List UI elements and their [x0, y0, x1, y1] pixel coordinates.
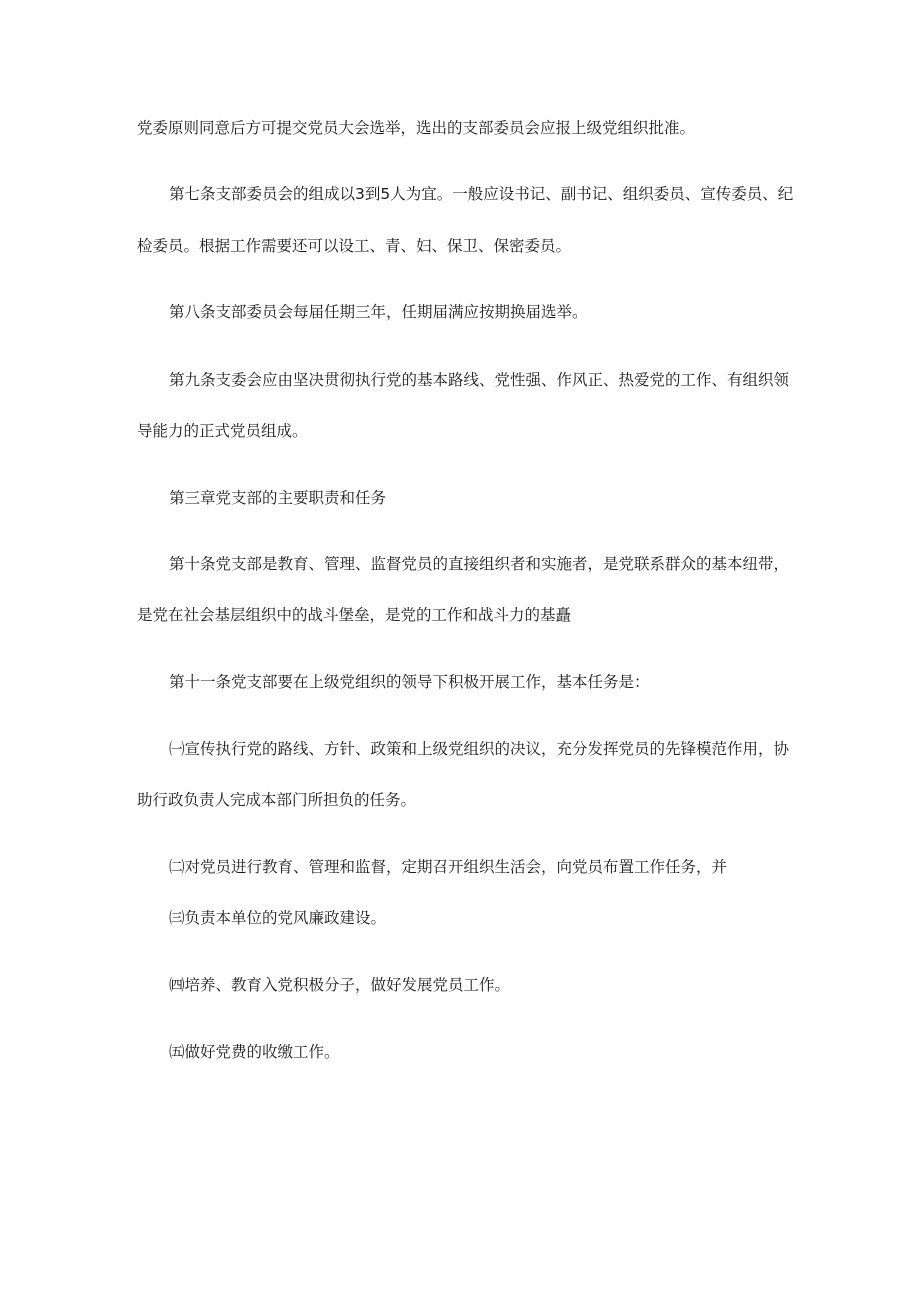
- article-8-line: 第八条支部委员会每届任期三年，任期届满应按期换届选举。: [169, 303, 588, 321]
- article-11-line: 第十一条党支部要在上级党组织的领导下积极开展工作，基本任务是：: [169, 673, 650, 691]
- paragraph-line-1: 党委原则同意后方可提交党员大会选举，选出的支部委员会应报上级党组织批准。: [137, 119, 696, 137]
- task-3-line: ㈢负责本单位的党风廉政建设。: [169, 909, 387, 927]
- article-9-line-1: 第九条支委会应由坚决贯彻执行党的基本路线、党性强、作风正、热爱党的工作、有组织领: [169, 371, 790, 389]
- article-7-line-2: 检委员。根据工作需要还可以设工、青、妇、保卫、保密委员。: [137, 237, 572, 255]
- task-2-line: ㈡对党员进行教育、管理和监督，定期召开组织生活会，向党员布置工作任务，并: [169, 858, 728, 876]
- article-7-line-1: 第七条支部委员会的组成以3到5人为宜。一般应设书记、副书记、组织委员、宣传委员、纪: [169, 185, 794, 203]
- chapter-3-heading: 第三章党支部的主要职责和任务: [169, 489, 387, 507]
- article-10-line-2: 是党在社会基层组织中的战斗堡垒，是党的工作和战斗力的基矗: [137, 606, 572, 624]
- task-1-line-1: ㈠宣传执行党的路线、方针、政策和上级党组织的决议，充分发挥党员的先锋模范作用，协: [169, 740, 790, 758]
- article-9-line-2: 导能力的正式党员组成。: [137, 422, 308, 440]
- article-10-line-1: 第十条党支部是教育、管理、监督党员的直接组织者和实施者，是党联系群众的基本纽带，: [169, 555, 790, 573]
- task-1-line-2: 助行政负责人完成本部门所担负的任务。: [137, 791, 417, 809]
- task-4-line: ㈣培养、教育入党积极分子，做好发展党员工作。: [169, 976, 511, 994]
- task-5-line: ㈤做好党费的收缴工作。: [169, 1043, 340, 1061]
